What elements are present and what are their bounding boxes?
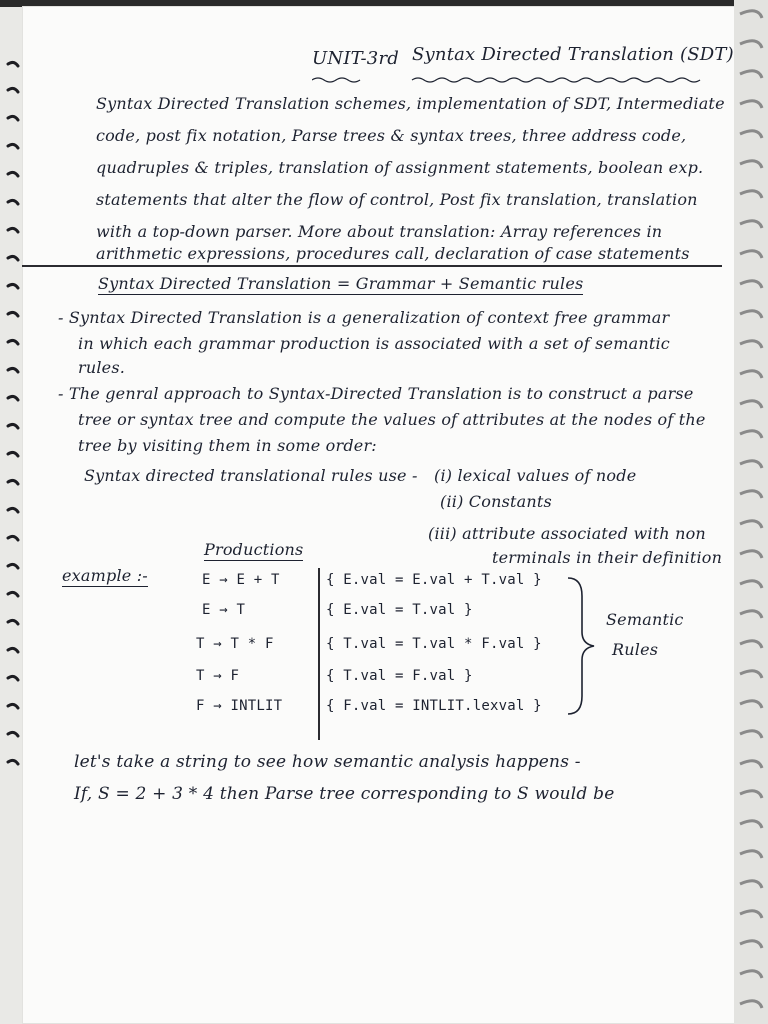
rules-use-item: terminals in their definition (492, 548, 723, 567)
semantic-label: Semantic (606, 610, 684, 629)
title-squiggle-underline (312, 72, 732, 86)
semantic-label: Rules (612, 640, 659, 659)
syllabus-line: Syntax Directed Translation schemes, implementation of SDT, Intermediate (96, 94, 725, 113)
semantic-rule: { F.val = INTLIT.lexval } (326, 698, 542, 714)
semantic-rule: { T.val = F.val } (326, 668, 473, 684)
rules-use-item: (i) lexical values of node (434, 466, 637, 485)
semantic-rule: { E.val = T.val } (326, 602, 473, 618)
semantic-rule: { E.val = E.val + T.val } (326, 572, 542, 588)
production: E → T (202, 602, 246, 618)
syllabus-line: quadruples & triples, translation of assignment statements, boolean exp. (96, 158, 704, 177)
closing-line: let's take a string to see how semantic analysis happens - (74, 752, 581, 772)
page-title: Syntax Directed Translation (SDT) (412, 44, 734, 65)
bullet-line: - The genral approach to Syntax-Directed Translation is to construct a parse (58, 384, 694, 403)
right-spiral-binding (734, 0, 768, 1024)
bullet-line: in which each grammar production is associated with a set of semantic (78, 334, 670, 353)
bullet-line: rules. (78, 358, 126, 377)
production: F → INTLIT (196, 698, 283, 714)
syllabus-line: arithmetic expressions, procedures call, declaration of case statements (96, 244, 690, 263)
bullet-line: - Syntax Directed Translation is a generalization of context free grammar (58, 308, 670, 327)
left-binding-marks (0, 0, 26, 1024)
production: T → T * F (196, 636, 274, 652)
semantic-rule: { T.val = T.val * F.val } (326, 636, 542, 652)
bullet-line: tree or syntax tree and compute the values of attributes at the nodes of the (78, 410, 706, 429)
production: T → F (196, 668, 240, 684)
unit-label: UNIT-3rd (312, 48, 399, 69)
syllabus-line: statements that alter the flow of control, Post fix translation, translation (96, 190, 698, 209)
productions-header: Productions (204, 540, 304, 559)
production-divider (318, 568, 320, 740)
rules-use-item: (iii) attribute associated with non (428, 524, 706, 543)
semantic-rules-brace (560, 572, 600, 722)
syllabus-line: with a top-down parser. More about translation: Array references in (96, 222, 663, 241)
syllabus-line: code, post fix notation, Parse trees & syntax trees, three address code, (96, 126, 687, 145)
closing-line: If, S = 2 + 3 * 4 then Parse tree corresponding to S would be (74, 784, 615, 804)
section-heading: Syntax Directed Translation = Grammar + Semantic rules (98, 274, 584, 293)
production: E → E + T (202, 572, 280, 588)
rules-use-item: (ii) Constants (440, 492, 552, 511)
example-label: example :- (62, 566, 148, 585)
rules-use-lead: Syntax directed translational rules use - (84, 466, 418, 485)
section-divider (22, 265, 722, 267)
bullet-line: tree by visiting them in some order: (78, 436, 377, 455)
